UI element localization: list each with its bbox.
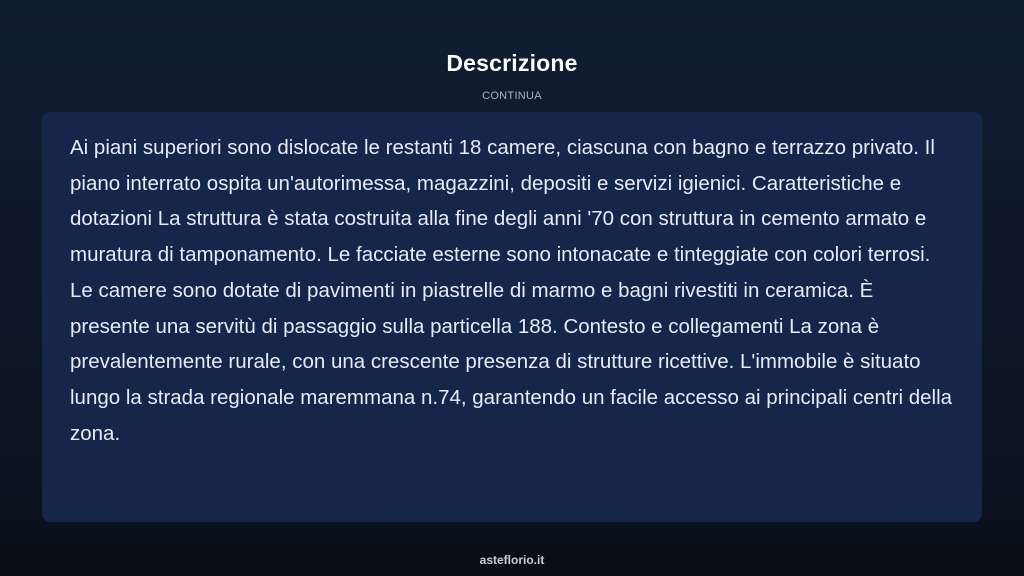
footer-site-label: asteflorio.it: [479, 553, 545, 567]
page-title: Descrizione: [446, 50, 578, 76]
slide-header: [0, 0, 1024, 110]
description-card: [42, 112, 982, 522]
continuation-label: CONTINUA: [482, 90, 542, 102]
description-text: Ai piani superiori sono dislocate le restanti 18 camere, ciascuna con bagno e terrazzo privato. Il piano interrato ospita un'autorimessa, magazzini, depositi e servizi igienici. Caratteristiche e dotazioni La struttura è stata costruita alla fine degli anni '70 con struttura in cemento armato e muratura di tamponamento. Le facciate esterne sono intonacate e tinteggiate con colori terrosi. Le camere sono dotate di pavimenti in piastrelle di marmo e bagni rivestiti in ceramica. È presente una servitù di passaggio sulla particella 188. Contesto e collegamenti La zona è prevalentemente rurale, con una crescente presenza di strutture ricettive. L'immobile è situato lungo la strada regionale maremmana n.74, garantendo un facile accesso ai principali centri della zona.: [70, 136, 953, 445]
footer-bar: [0, 544, 1024, 576]
